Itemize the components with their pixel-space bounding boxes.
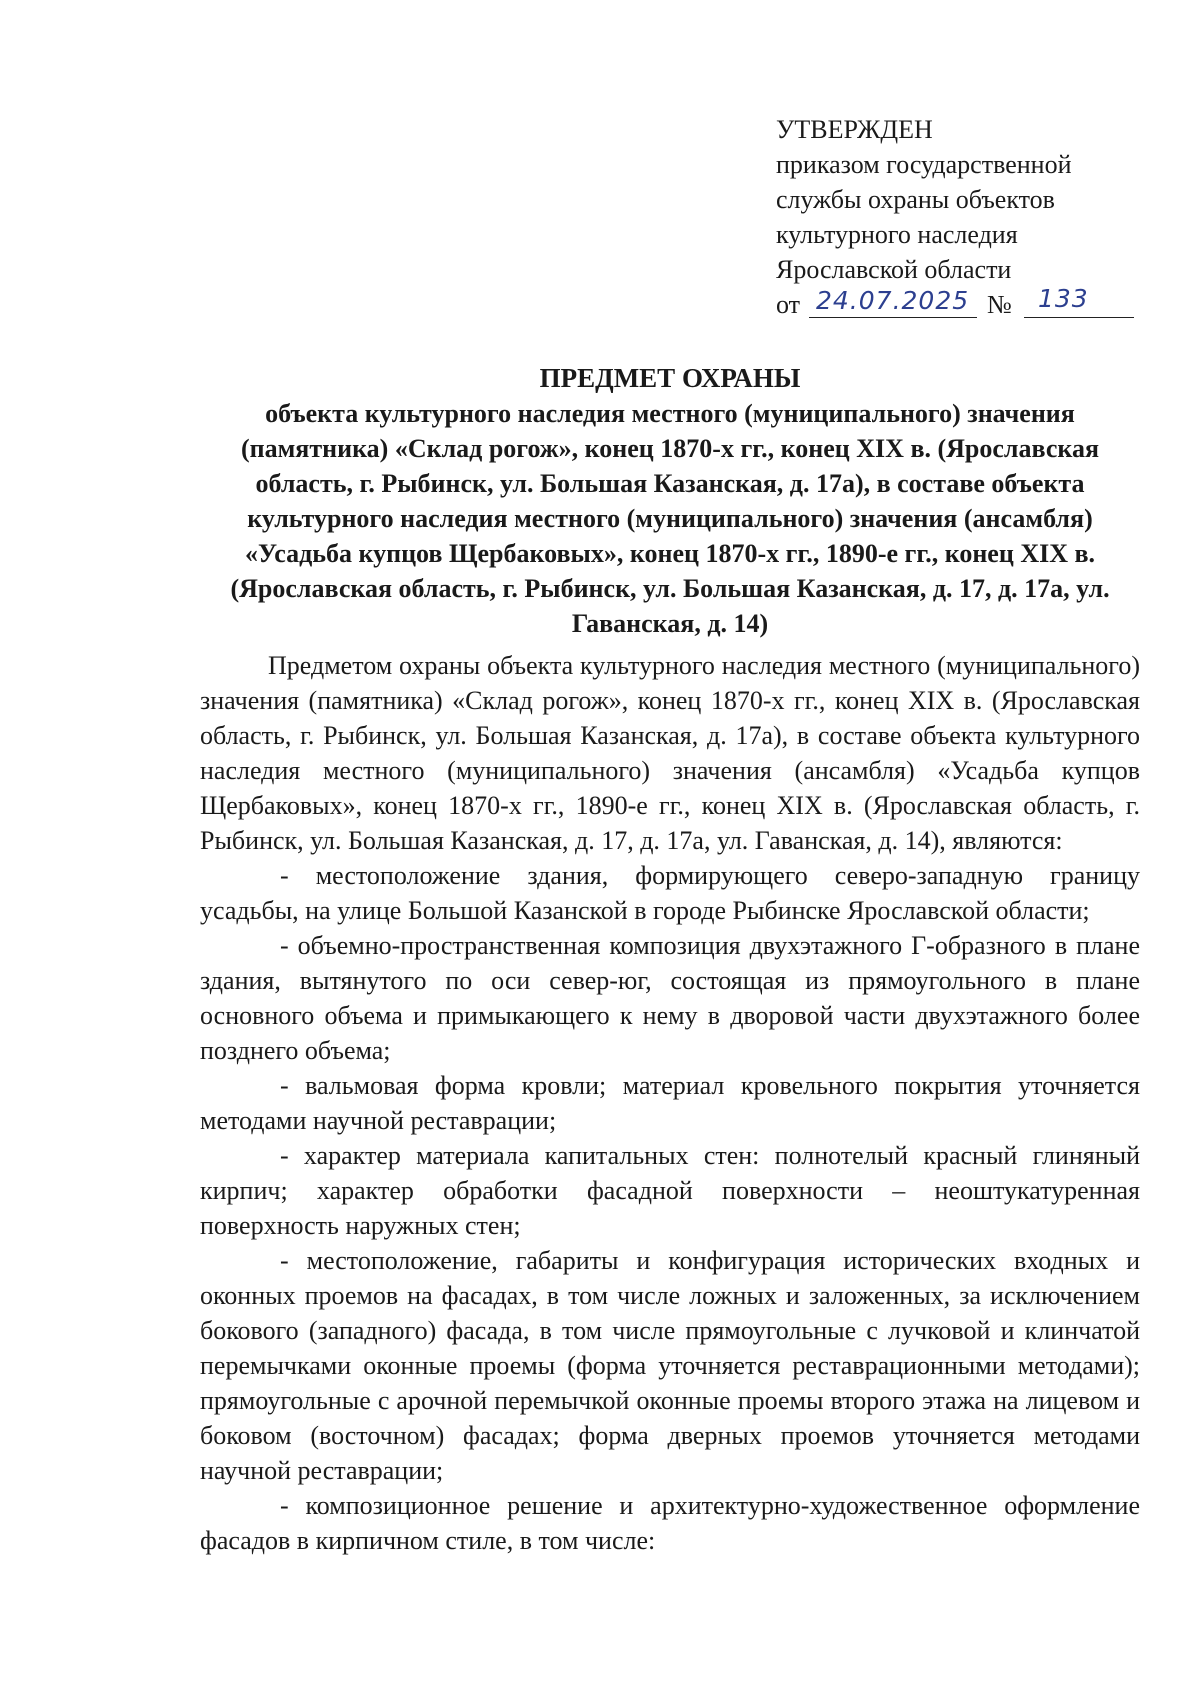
approval-line: культурного наследия (776, 220, 1018, 249)
document-title-block (200, 361, 1140, 641)
document-body (200, 648, 1140, 1558)
number-underline (1024, 317, 1134, 318)
protection-item: - композиционное решение и архитектурно-художественное оформление фасадов в кирпичном стиле, в том числе: (200, 1491, 1140, 1555)
protection-item: - вальмовая форма кровли; материал кровельного покрытия уточняется методами научной реставрации; (200, 1071, 1140, 1135)
document-subtitle: объекта культурного наследия местного (муниципального) значения (памятника) «Склад рогож», конец 1870-х гг., конец XIX в. (Ярославская область, г. Рыбинск, ул. Большая Казанская, д. 17а), в составе объекта культурного наследия местного (муниципального) значения (ансамбля) «Усадьба купцов Щербаковых», конец 1870-х гг., 1890-е гг., конец XIX в. (Ярославская область, г. Рыбинск, ул. Большая Казанская, д. 17, д. 17а, ул. Гаванская, д. 14) (230, 399, 1110, 638)
intro-paragraph: Предметом охраны объекта культурного наследия местного (муниципального) значения (памятника) «Склад рогож», конец 1870-х гг., конец XIX в. (Ярославская область, г. Рыбинск, ул. Большая Казанская, д. 17а), в составе объекта культурного наследия местного (муниципального) значения (ансамбля) «Усадьба купцов Щербаковых», конец 1870-х гг., 1890-е гг., конец XIX в. (Ярославская область, г. Рыбинск, ул. Большая Казанская, д. 17, д. 17а, ул. Гаванская, д. 14), являются: (200, 651, 1140, 855)
document-title: ПРЕДМЕТ ОХРАНЫ (539, 363, 801, 393)
order-date-number-line (776, 284, 1106, 322)
order-prefix: от (776, 290, 801, 319)
protection-item: - местоположение здания, формирующего северо-западную границу усадьбы, на улице Большой Казанской в городе Рыбинске Ярославской области; (200, 861, 1140, 925)
approval-stamp-block (776, 112, 1106, 322)
number-sign: № (987, 290, 1012, 319)
handwritten-order-date: 24.07.2025 (816, 286, 970, 315)
protection-item: - объемно-пространственная композиция двухэтажного Г-образного в плане здания, вытянутого по оси север-юг, состоящая из прямоугольного в плане основного объема и примыкающего к нему в дворовой части двухэтажного более позднего объема; (200, 931, 1140, 1065)
protection-item: - местоположение, габариты и конфигурация исторических входных и оконных проемов на фасадах, в том числе ложных и заложенных, за исключением бокового (западного) фасада, в том числе прямоугольные с лучковой и клинчатой перемычками оконные проемы (форма уточняется реставрационными методами); прямоугольные с арочной перемычкой оконные проемы второго этажа на лицевом и боковом (восточном) фасадах; форма дверных проемов уточняется методами научной реставрации; (200, 1246, 1140, 1485)
handwritten-order-number: 133 (1038, 284, 1089, 313)
approval-heading: УТВЕРЖДЕН (776, 115, 933, 144)
protection-item: - характер материала капитальных стен: полнотелый красный глиняный кирпич; характер обработки фасадной поверхности – неоштукатуренная поверхность наружных стен; (200, 1141, 1140, 1240)
approval-line: Ярославской области (776, 255, 1012, 284)
approval-line: службы охраны объектов (776, 185, 1055, 214)
approval-line: приказом государственной (776, 150, 1072, 179)
